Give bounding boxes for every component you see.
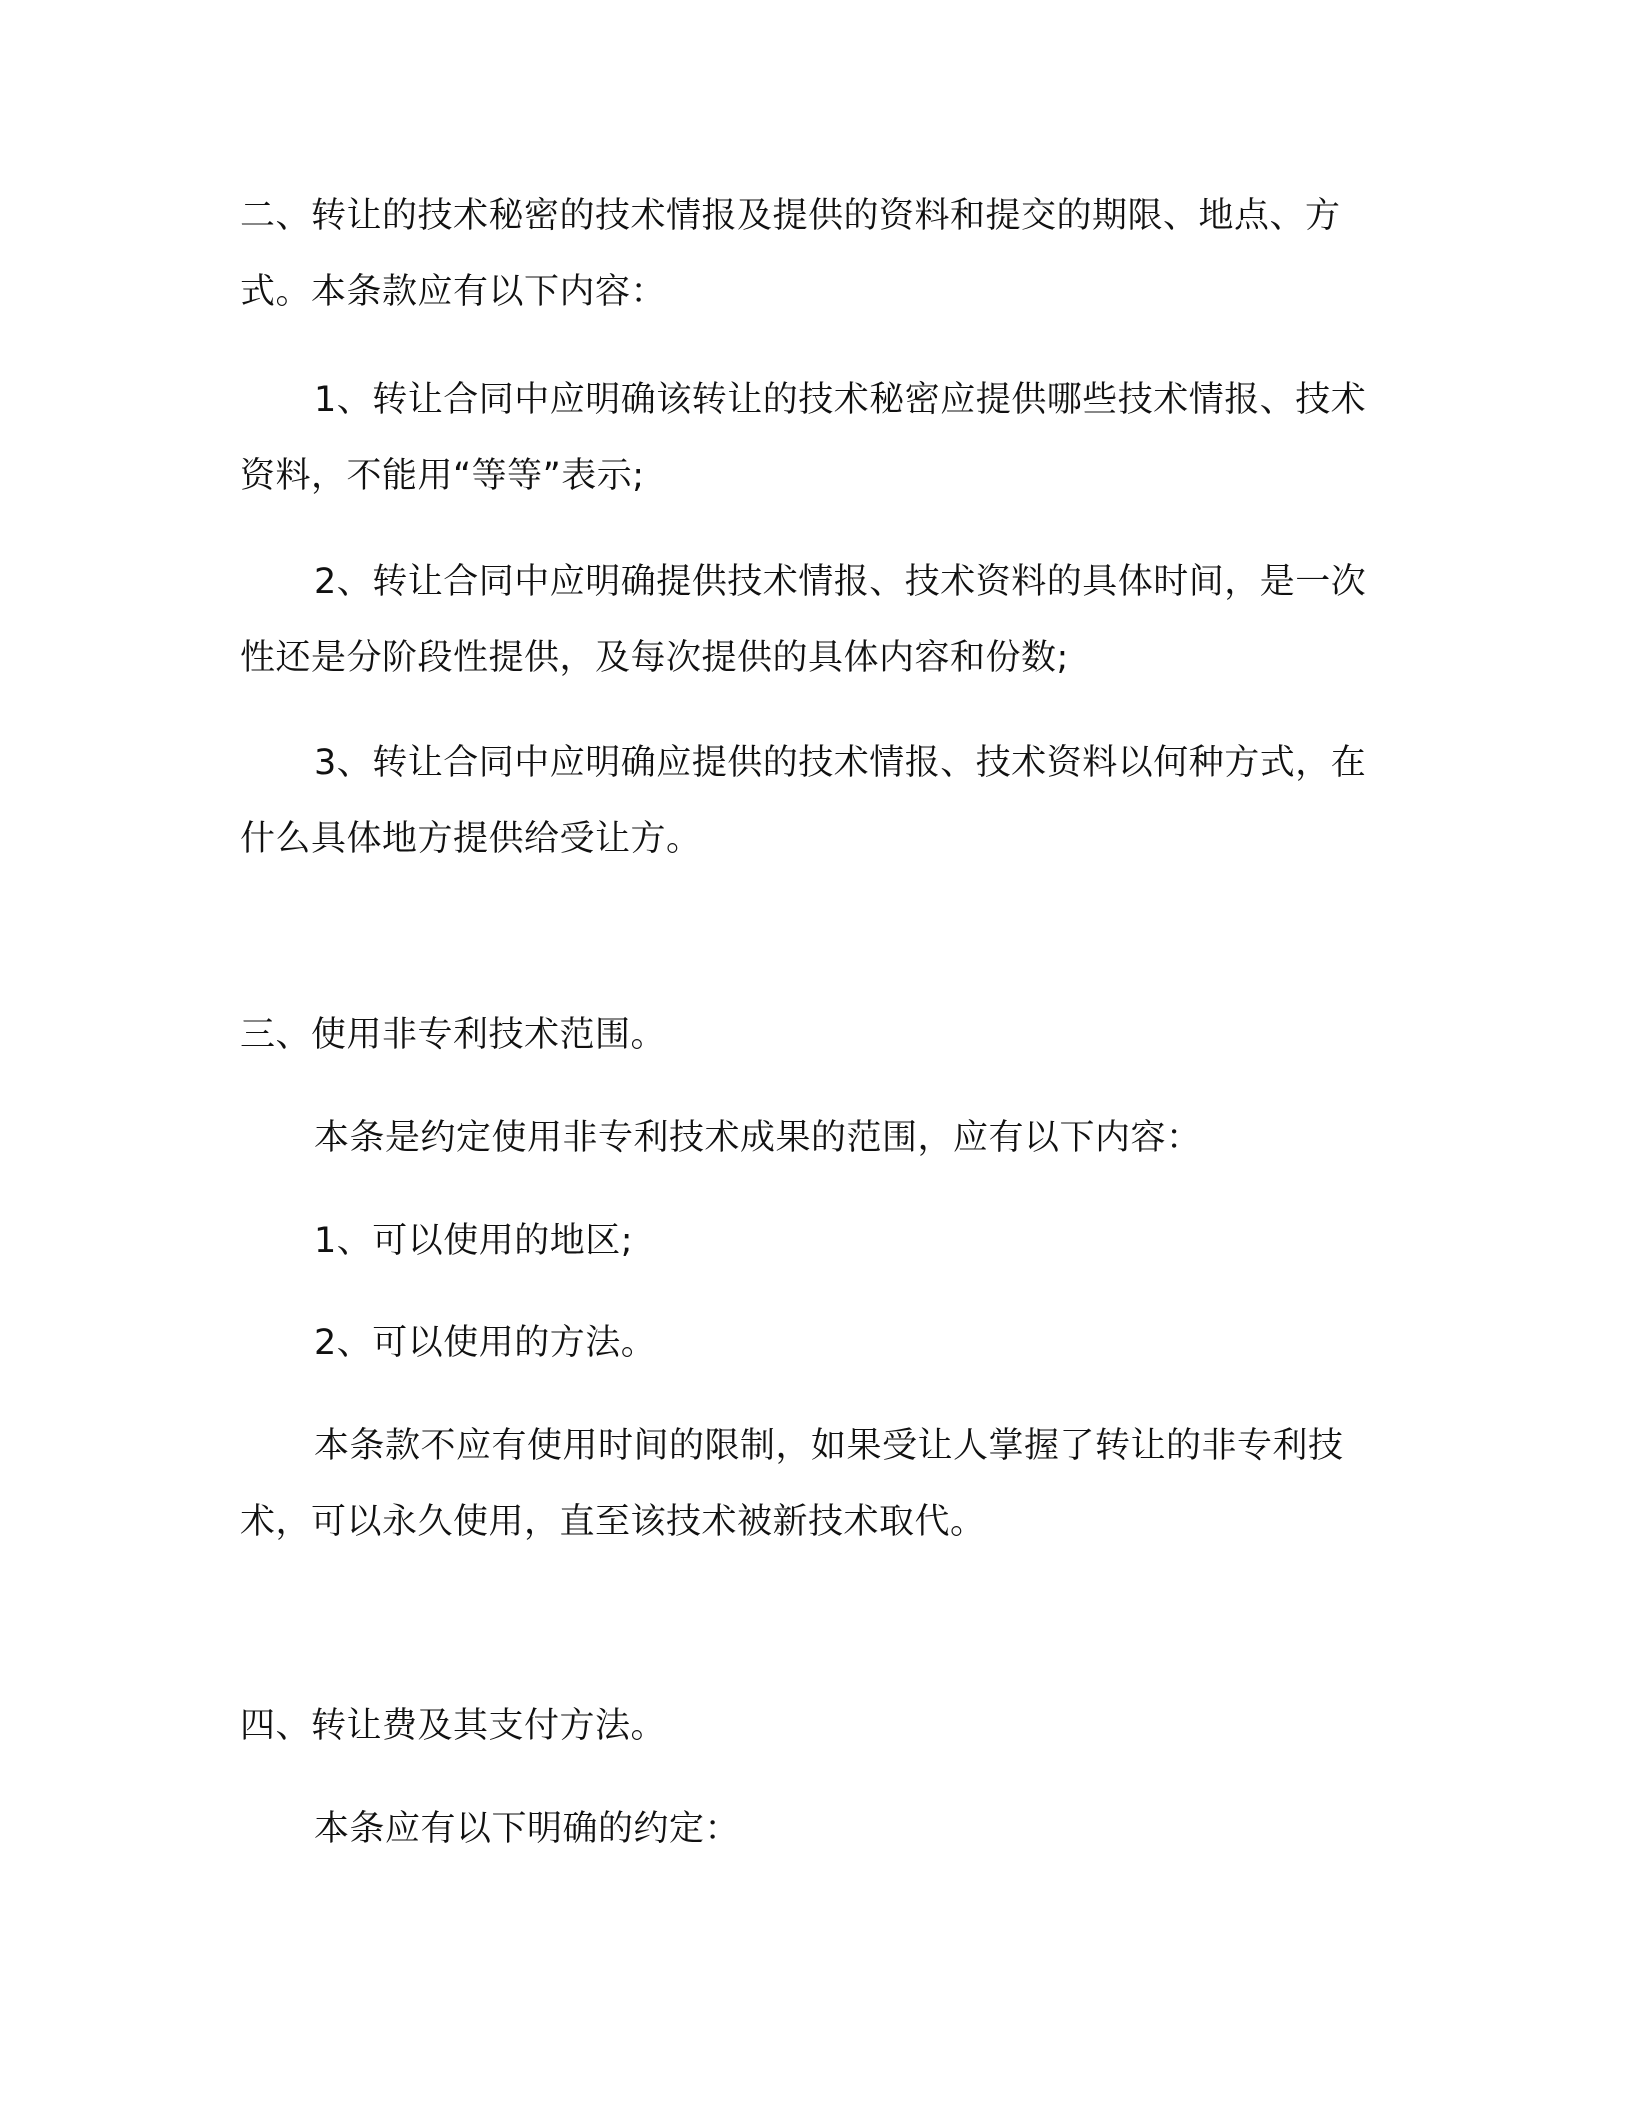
section-3-heading: 三、使用非专利技术范围。 <box>240 1015 667 1055</box>
section-3-note: 本条款不应有使用时间的限制，如果受让人掌握了转让的非专利技术，可以永久使用，直至该技术被新技术取代。 <box>240 1426 1344 1542</box>
section-3-item-2: 2、可以使用的方法。 <box>314 1323 657 1363</box>
section-2-item-2: 2、转让合同中应明确提供技术情报、技术资料的具体时间，是一次性还是分阶段性提供，及每次提供的具体内容和份数; <box>240 562 1367 678</box>
section-2-item-1: 1、转让合同中应明确该转让的技术秘密应提供哪些技术情报、技术资料，不能用“等等”表示; <box>240 380 1367 496</box>
section-2-item-3: 3、转让合同中应明确应提供的技术情报、技术资料以何种方式，在什么具体地方提供给受让方。 <box>240 743 1367 859</box>
section-2-heading: 二、转让的技术秘密的技术情报及提供的资料和提交的期限、地点、方式。本条款应有以下内容： <box>240 196 1341 312</box>
section-3-item-1: 1、可以使用的地区; <box>314 1221 634 1261</box>
section-4-heading: 四、转让费及其支付方法。 <box>240 1706 667 1746</box>
section-3-intro: 本条是约定使用非专利技术成果的范围，应有以下内容： <box>314 1118 1202 1158</box>
section-4-intro: 本条应有以下明确的约定： <box>314 1809 741 1849</box>
